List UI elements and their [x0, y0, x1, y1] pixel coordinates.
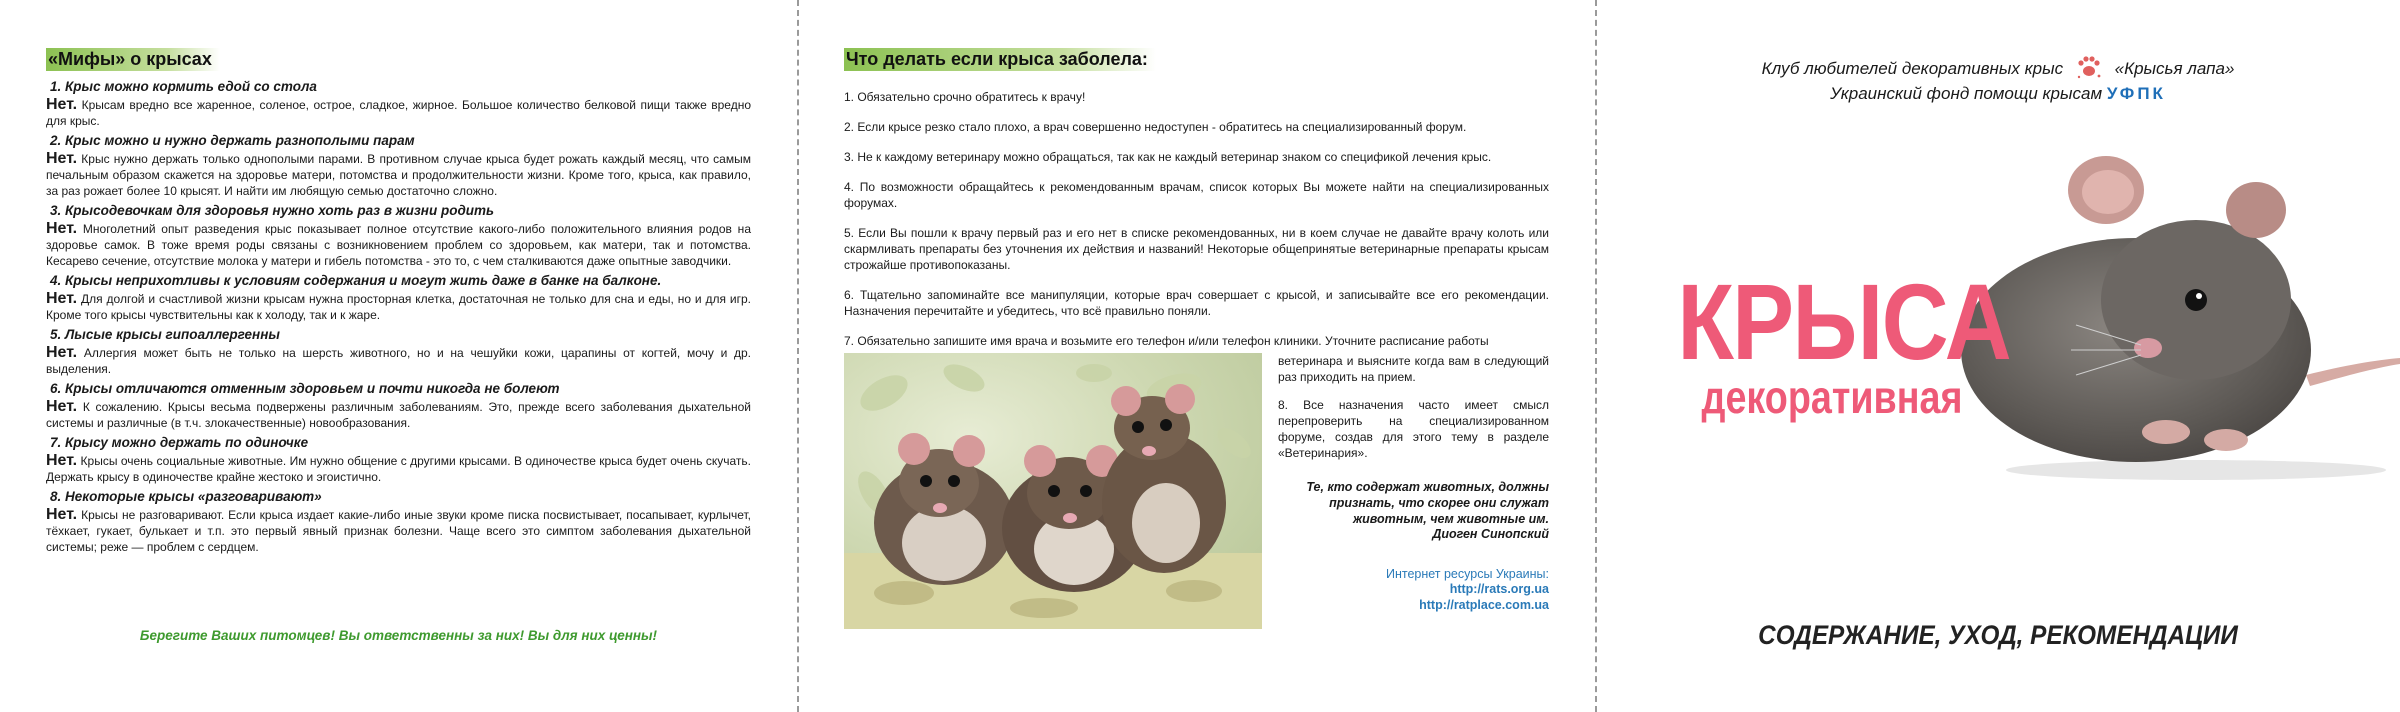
myth-title: 3. Крысодевочкам для здоровья нужно хоть раз в жизни родить [50, 203, 495, 218]
myth-title: 1. Крыс можно кормить едой со стола [50, 79, 317, 94]
myth-item [46, 327, 751, 377]
three-rats-photo [844, 353, 1262, 629]
myth-body [46, 507, 751, 555]
myth-body [46, 345, 751, 377]
myth-body-text: Аллергия может быть не только на шерсть животного, но и на чешуйки кожи, царапины от когтей, мочу и др. выделения. [46, 346, 751, 376]
myth-title: 8. Некоторые крысы «разговаривают» [50, 489, 322, 504]
fund-line: Украинский фонд помощи крысам [1830, 84, 2103, 103]
myth-body [46, 399, 751, 431]
myth-body [46, 453, 751, 485]
myth-body-text: Крыс нужно держать только однополыми парами. В противном случае крыса будет рожать каждый месяц, что самым печальным образом скажется на здоровье матери, потомства и продолжительности жизни. Кроме того, крыса, как правило, за раз рожает более 10 крысят. И найти им любящую семью достаточно сложно. [46, 152, 751, 198]
myth-body [46, 97, 751, 129]
step-item: 4. По возможности обращайтесь к рекомендованным врачам, список которых Вы можете найти на специализированных форумах. [844, 180, 1549, 210]
myth-body-text: Многолетний опыт разведения крыс показывает полное отсутствие какого-либо положительного влияния родов на здоровье самок. В тоже время роды связаны с возникновением проблем со здоровьем, как матери, так и потомства. Кесарево сечение, отсутствие молока у матери и гибель потомства - это то, с чем сталкиваются даже опытные заводчики. [46, 222, 751, 268]
no-label: Нет. [46, 398, 78, 415]
step-8: 8. Все назначения часто имеет смысл перепроверить на специализированном форуме, создав для этого тему в разделе «Ветеринария». [1278, 398, 1549, 460]
step-item: 3. Не к каждому ветеринару можно обращаться, так как не каждый ветеринар знаком со спецификой лечения крыс. [844, 150, 1492, 164]
sick-rat-heading: Что делать если крыса заболела: [844, 48, 1156, 71]
step-item: 7. Обязательно запишите имя врача и возьмите его телефон и/или телефон клиники. Уточните расписание работы [844, 334, 1489, 348]
quote-author: Диоген Синопский [1432, 527, 1549, 541]
myths-list [46, 79, 751, 555]
step-item: 1. Обязательно срочно обратитесь к врачу! [844, 90, 1086, 104]
myth-item [46, 489, 751, 555]
myth-body-text: Крысы очень социальные животные. Им нужно общение с другими крысами. В одиночестве крыса будет очень скучать. Держать крысу в одиночестве крайне жестоко и эгоистично. [46, 454, 751, 484]
myth-title: 4. Крысы неприхотливы к условиям содержания и могут жить даже в банке на балконе. [50, 273, 662, 288]
club-block [1596, 52, 2400, 106]
myth-title: 2. Крыс можно и нужно держать разнополыми парам [50, 133, 415, 148]
photo-side-text [1278, 353, 1549, 629]
paw-icon [2074, 52, 2104, 82]
steps-list [844, 89, 1549, 349]
myth-item [46, 79, 751, 129]
myth-body [46, 291, 751, 323]
no-label: Нет. [46, 506, 78, 523]
link-ratplace[interactable]: http://ratplace.com.ua [1419, 598, 1549, 612]
step-item: 6. Тщательно запоминайте все манипуляции, которые врач совершает с крысой, и записывайте все его рекомендации. Назначения перечитайте и убедитесь, что всё правильно поняли. [844, 288, 1549, 318]
myth-body-text: Для долгой и счастливой жизни крысам нужна просторная клетка, достаточная не только для сна и еды, но и для игр. Кроме того крысы чувствительны как к холоду, так и к жаре. [46, 292, 751, 322]
title-big: КРЫСА [1677, 261, 2011, 382]
myth-item [46, 435, 751, 485]
three-rats-illustration [844, 353, 1262, 629]
myth-item [46, 203, 751, 269]
myth-title: 6. Крысы отличаются отменным здоровьем и почти никогда не болеют [50, 381, 560, 396]
no-label: Нет. [46, 290, 78, 307]
photo-row [844, 353, 1549, 629]
myth-item [46, 381, 751, 431]
no-label: Нет. [46, 452, 78, 469]
footer-note: Берегите Ваших питомцев! Вы ответственны за них! Вы для них ценны! [139, 628, 658, 643]
no-label: Нет. [46, 220, 78, 237]
myth-body [46, 151, 751, 199]
myth-title: 5. Лысые крысы гипоаллергенны [50, 327, 280, 342]
myths-panel [0, 0, 797, 712]
myth-item [46, 133, 751, 199]
club-line: Клуб любителей декоративных крыс [1761, 59, 2064, 78]
myth-body-text: Крысам вредно все жаренное, соленое, острое, сладкое, жирное. Большое количество белковой пищи также вредно для крыс. [46, 98, 751, 128]
step-7-continued: ветеринара и выясните когда вам в следующий раз приходить на прием. [1278, 354, 1549, 384]
myth-item [46, 273, 751, 323]
myths-heading: «Мифы» о крысах [46, 48, 220, 71]
resources-title: Интернет ресурсы Украины: [1385, 567, 1549, 581]
step-item: 2. Если крысе резко стало плохо, а врач совершенно недоступен - обратитесь на специализированный форум. [844, 120, 1467, 134]
cover-title [1652, 261, 2012, 423]
myth-body [46, 221, 751, 269]
title-small: декоративная [1701, 371, 1963, 423]
club-name: «Крысья лапа» [2114, 59, 2235, 78]
cover-subtitle: СОДЕРЖАНИЕ, УХОД, РЕКОМЕНДАЦИИ [1758, 620, 2238, 650]
no-label: Нет. [46, 96, 78, 113]
sick-rat-panel [798, 0, 1595, 712]
link-rats-org[interactable]: http://rats.org.ua [1449, 582, 1549, 596]
cover-panel [1596, 0, 2400, 712]
myth-body-text: К сожалению. Крысы весьма подвержены различным заболеваниям. Это, прежде всего заболевания дыхательной системы и различные (в т.ч. злокачественные) новообразования. [46, 400, 751, 430]
myth-title: 7. Крысу можно держать по одиночке [50, 435, 309, 450]
myth-body-text: Крысы не разговаривают. Если крыса издает какие-либо иные звуки кроме писка посвистывает, посапывает, курлычет, тёхкает, гукает, булькает и т.п. это первый явный признак болезни. Чаще всего это симптом заболевания дыхательной системы; реже — проблем с сердцем. [46, 508, 751, 554]
fund-abbr: УФПК [2106, 84, 2166, 103]
diogenes-quote: Те, кто содержат животных, должны признать, что скорее они служат животным, чем животные им. [1306, 480, 1549, 526]
step-item: 5. Если Вы пошли к врачу первый раз и его нет в списке рекомендованных, ни в коем случае не давайте врачу колоть или скармливать препараты без уточнения их действия и названий! Некоторые общепринятые ветеринарные препараты крысам строжайше противопоказаны. [844, 226, 1549, 272]
no-label: Нет. [46, 344, 78, 361]
no-label: Нет. [46, 150, 78, 167]
